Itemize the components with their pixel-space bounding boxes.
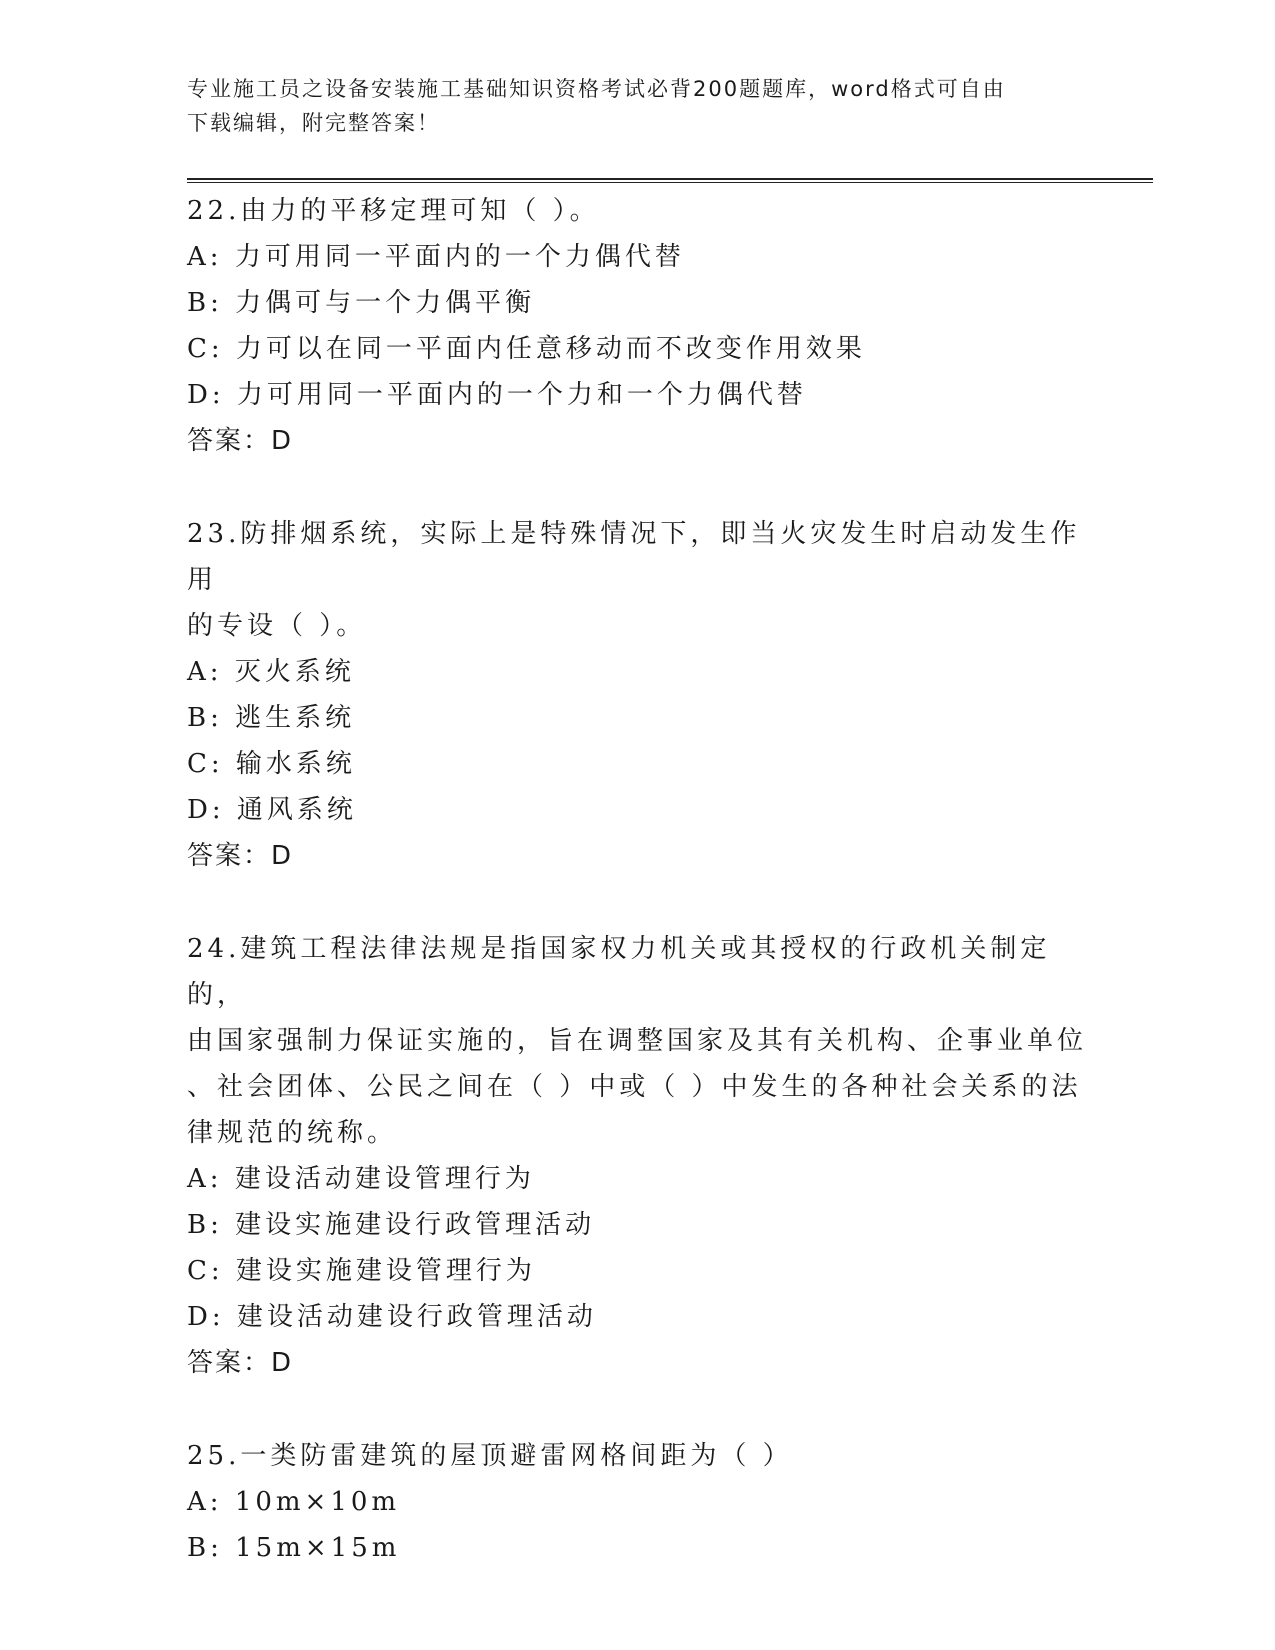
question-list [187, 188, 1087, 1618]
option-text: 建设实施建设行政管理活动 [235, 1210, 596, 1240]
answer-option [187, 280, 1087, 326]
question-block [187, 188, 1087, 464]
option-text: 力偶可与一个力偶平衡 [235, 288, 536, 318]
answer-key: 答案：D [187, 841, 294, 871]
option-text: 力可用同一平面内的一个力和一个力偶代替 [236, 380, 807, 410]
question-stem-line: 23.防排烟系统，实际上是特殊情况下，即当火灾发生时启动发生作用 [187, 519, 1081, 595]
answer-option [187, 649, 1087, 695]
question-stem-line: 、社会团体、公民之间在（ ）中或（ ）中发生的各种社会关系的法 [187, 1072, 1082, 1102]
option-letter: A: [187, 1164, 223, 1194]
option-letter: B: [187, 703, 223, 733]
option-text: 输水系统 [235, 749, 356, 779]
option-spacer [223, 695, 235, 741]
option-letter: A: [187, 242, 223, 272]
answer-key: 答案：D [187, 426, 294, 456]
answer-option [187, 1294, 1087, 1340]
option-text: 通风系统 [236, 795, 357, 825]
question-stem-line: 24.建筑工程法律法规是指国家权力机关或其授权的行政机关制定的， [187, 934, 1051, 1010]
answer-option [187, 372, 1087, 418]
option-letter: D: [187, 795, 225, 825]
option-spacer [224, 1248, 236, 1294]
question-stem-line: 由国家强制力保证实施的，旨在调整国家及其有关机构、企事业单位 [187, 1026, 1088, 1056]
answer-option [187, 1202, 1087, 1248]
option-spacer [223, 649, 235, 695]
question-stem-line: 22.由力的平移定理可知（ ）。 [187, 196, 600, 226]
option-letter: A: [187, 1487, 223, 1517]
option-spacer [223, 1479, 235, 1525]
option-spacer [224, 741, 236, 787]
question-stem-line: 25.一类防雷建筑的屋顶避雷网格间距为（ ） [187, 1441, 793, 1471]
option-spacer [225, 787, 237, 833]
header-line-2: 下载编辑，附完整答案！ [187, 111, 440, 135]
option-letter: D: [187, 1302, 225, 1332]
option-letter: B: [187, 1210, 223, 1240]
question-block [187, 926, 1087, 1386]
option-letter: B: [187, 1533, 223, 1563]
question-block [187, 1433, 1087, 1571]
header-divider [187, 178, 1153, 183]
question-stem-line: 律规范的统称。 [187, 1118, 398, 1148]
answer-option [187, 1248, 1087, 1294]
option-letter: A: [187, 657, 223, 687]
option-text: 建设活动建设行政管理活动 [236, 1302, 597, 1332]
answer-option [187, 787, 1087, 833]
header-line-1: 专业施工员之设备安装施工基础知识资格考试必背200题题库，word格式可自由 [187, 77, 1006, 101]
page-header [187, 72, 1067, 140]
option-spacer [223, 1525, 235, 1571]
option-text: 力可用同一平面内的一个力偶代替 [234, 242, 685, 272]
option-letter: C: [187, 749, 224, 779]
option-text: 建设活动建设管理行为 [234, 1164, 535, 1194]
option-spacer [224, 326, 236, 372]
answer-option [187, 1479, 1087, 1525]
option-text: 15m×15m [235, 1533, 401, 1563]
option-text: 逃生系统 [235, 703, 356, 733]
option-spacer [225, 372, 237, 418]
answer-option [187, 234, 1087, 280]
option-spacer [223, 234, 235, 280]
option-spacer [223, 1156, 235, 1202]
answer-option [187, 1525, 1087, 1571]
option-spacer [223, 1202, 235, 1248]
question-stem-line: 的专设（ ）。 [187, 611, 367, 641]
answer-option [187, 695, 1087, 741]
option-letter: C: [187, 334, 224, 364]
option-text: 力可以在同一平面内任意移动而不改变作用效果 [235, 334, 866, 364]
answer-key: 答案：D [187, 1348, 294, 1378]
answer-option [187, 1156, 1087, 1202]
question-block [187, 511, 1087, 879]
option-spacer [223, 280, 235, 326]
answer-option [187, 326, 1087, 372]
option-letter: C: [187, 1256, 224, 1286]
option-letter: D: [187, 380, 225, 410]
option-spacer [225, 1294, 237, 1340]
option-text: 10m×10m [234, 1487, 401, 1517]
option-text: 建设实施建设管理行为 [235, 1256, 536, 1286]
option-letter: B: [187, 288, 223, 318]
option-text: 灭火系统 [234, 657, 355, 687]
answer-option [187, 741, 1087, 787]
